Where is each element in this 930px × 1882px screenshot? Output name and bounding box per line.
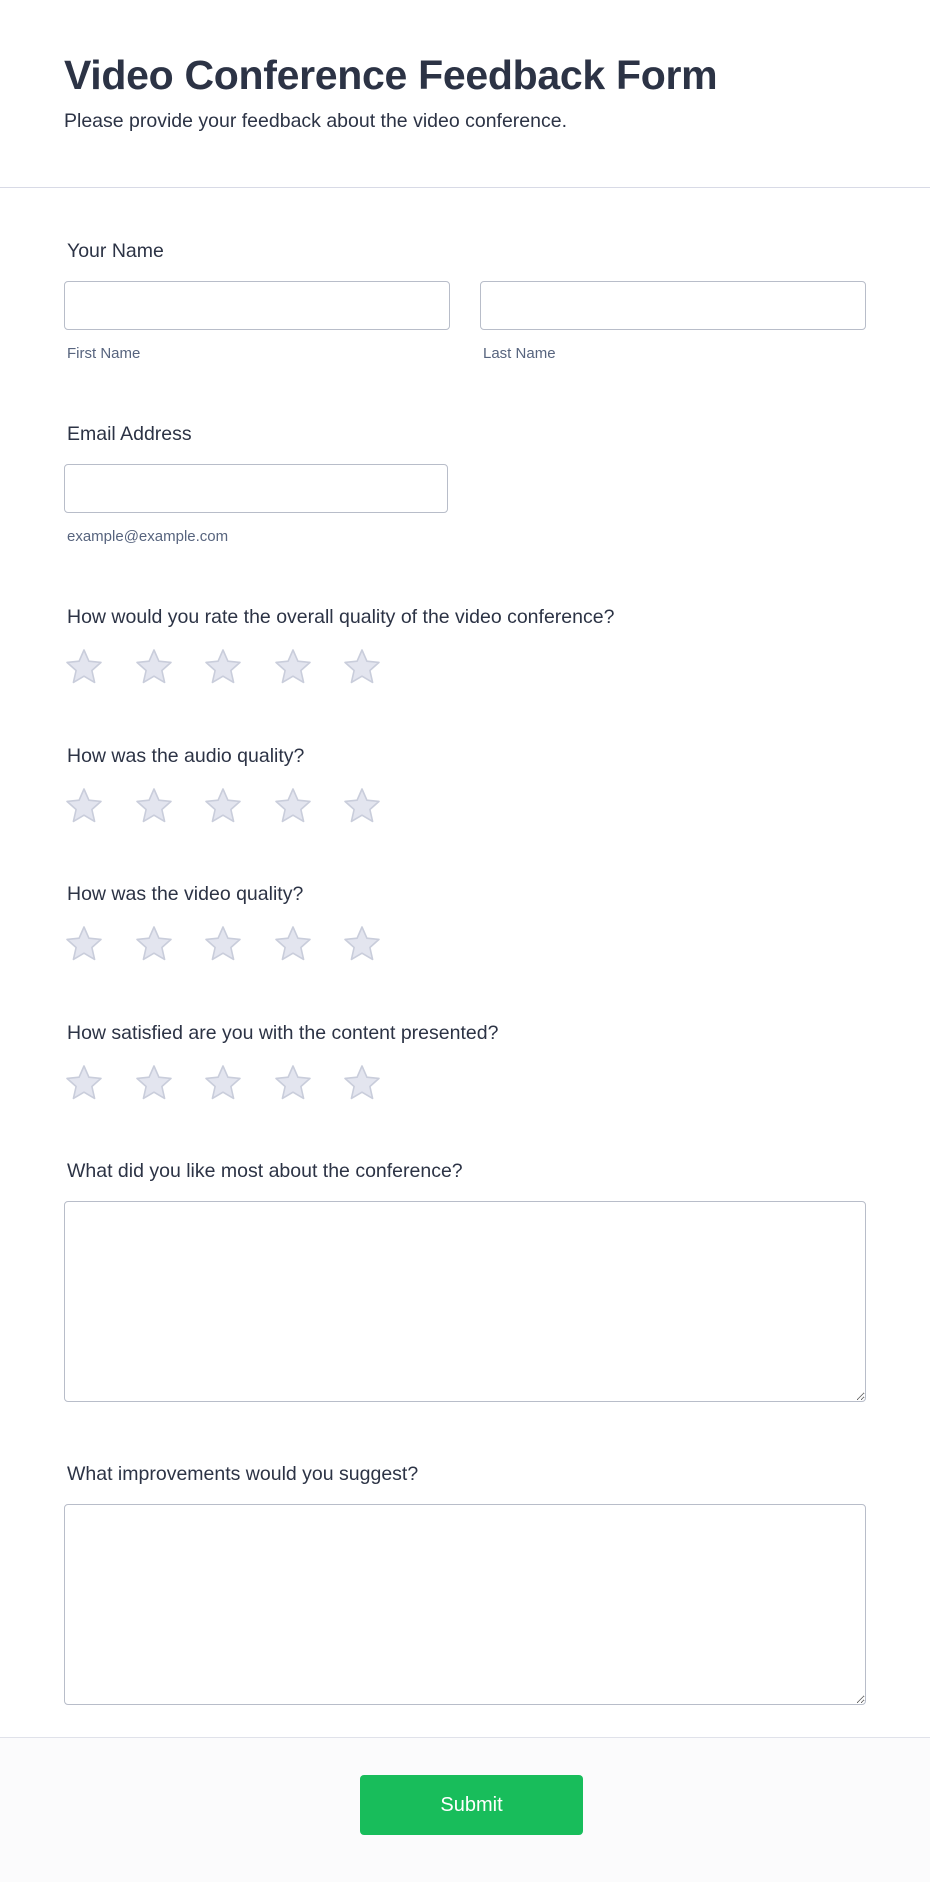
star-icon[interactable] [342, 1063, 382, 1103]
star-icon[interactable] [273, 1063, 313, 1103]
star-icon[interactable] [134, 1063, 174, 1103]
form-header [0, 0, 930, 188]
star-icon[interactable] [203, 1063, 243, 1103]
last-name-input[interactable] [480, 281, 866, 330]
star-icon[interactable] [273, 924, 313, 964]
star-icon[interactable] [134, 786, 174, 826]
liked-most-textarea[interactable] [64, 1201, 866, 1402]
star-icon[interactable] [64, 786, 104, 826]
star-icon[interactable] [273, 786, 313, 826]
star-icon[interactable] [64, 1063, 104, 1103]
last-name-sublabel: Last Name [483, 345, 556, 362]
star-icon[interactable] [273, 647, 313, 687]
star-icon[interactable] [203, 924, 243, 964]
email-label: Email Address [67, 423, 192, 445]
audio-quality-question: How was the audio quality? [67, 745, 305, 767]
content-satisfaction-rating [64, 1063, 412, 1103]
audio-quality-rating [64, 786, 412, 826]
improvements-label: What improvements would you suggest? [67, 1463, 419, 1485]
overall-quality-rating [64, 647, 412, 687]
star-icon[interactable] [134, 924, 174, 964]
name-label: Your Name [67, 240, 164, 262]
star-icon[interactable] [64, 924, 104, 964]
video-quality-question: How was the video quality? [67, 883, 304, 905]
page-title: Video Conference Feedback Form [64, 52, 718, 98]
star-icon[interactable] [134, 647, 174, 687]
content-satisfaction-question: How satisfied are you with the content presented? [67, 1022, 499, 1044]
video-quality-rating [64, 924, 412, 964]
first-name-sublabel: First Name [67, 345, 141, 362]
improvements-textarea[interactable] [64, 1504, 866, 1705]
star-icon[interactable] [342, 647, 382, 687]
email-input[interactable] [64, 464, 448, 513]
star-icon[interactable] [342, 924, 382, 964]
star-icon[interactable] [342, 786, 382, 826]
first-name-input[interactable] [64, 281, 450, 330]
star-icon[interactable] [203, 786, 243, 826]
page-subtitle: Please provide your feedback about the video conference. [64, 110, 568, 132]
star-icon[interactable] [64, 647, 104, 687]
overall-quality-question: How would you rate the overall quality of the video conference? [67, 606, 615, 628]
liked-most-label: What did you like most about the conference? [67, 1160, 463, 1182]
email-sublabel: example@example.com [67, 528, 229, 545]
star-icon[interactable] [203, 647, 243, 687]
submit-button[interactable]: Submit [360, 1775, 583, 1835]
